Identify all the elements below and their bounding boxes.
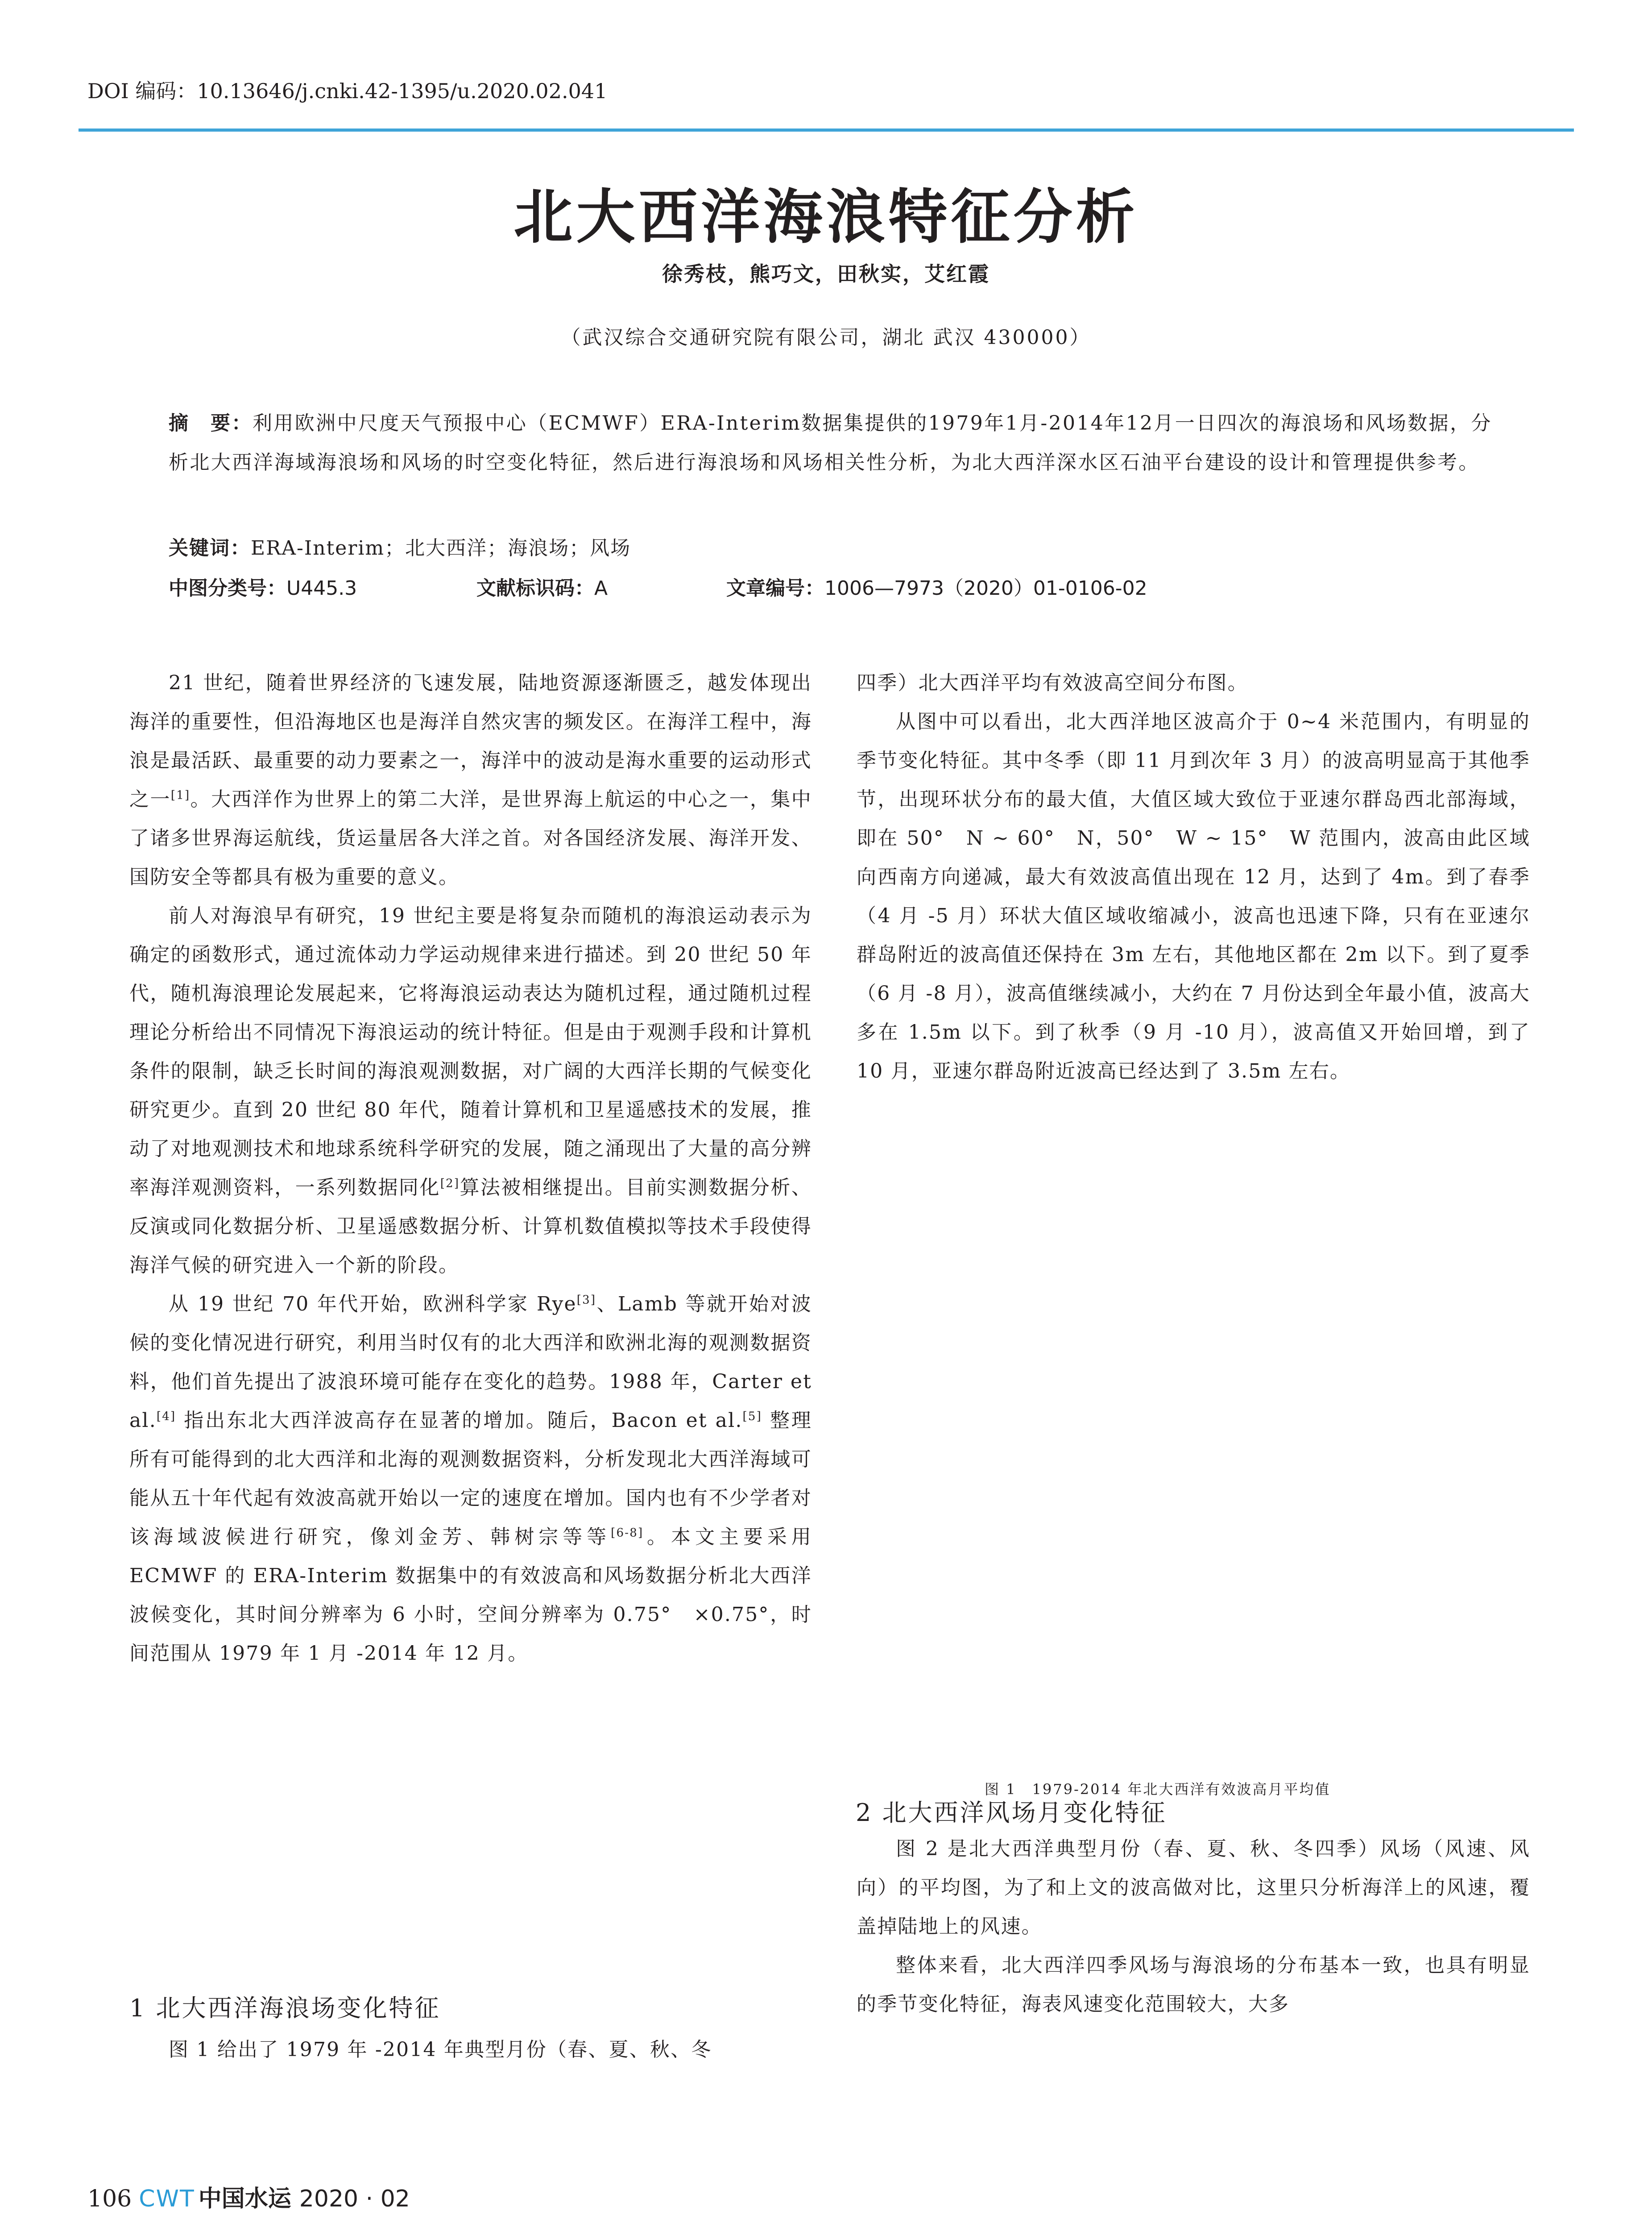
right-paragraph-3: 图 2 是北大西洋典型月份（春、夏、秋、冬四季）风场（风速、风向）的平均图，为了和上文的波高做对比，这里只分析海洋上的风速，覆盖掉陆地上的风速。 (857, 1837, 1530, 1938)
left-paragraph-3 (129, 1285, 812, 1673)
citation-ref[interactable]: [6-8] (611, 1526, 644, 1540)
citation-ref[interactable]: [5] (742, 1410, 762, 1423)
text-run: 21 世纪，随着世界经济的飞速发展，陆地资源逐渐匮乏，越发体现出海洋的重要性，但沿海地区也是海洋自然灾害的频发区。在海洋工程中，海浪是最活跃、最重要的动力要素之一，海洋中的波动是海水重要的运动形式之一 (129, 672, 812, 811)
right-paragraph-1: 四季）北大西洋平均有效波高空间分布图。 (857, 672, 1248, 694)
article-number-label: 文章编号： (726, 577, 824, 600)
classification-line (169, 569, 1147, 608)
figure-1-caption: 图 1 1979-2014 年北大西洋有效波高月平均值 (985, 1781, 1331, 1798)
doc-code-value: A (594, 577, 608, 600)
text-run: 。大西洋作为世界上的第二大洋，是世界海上航运的中心之一，集中了诸多世界海运航线，货运量居各大洋之首。对各国经济发展、海洋开发、国防安全等都具有极为重要的意义。 (129, 788, 812, 888)
keywords (169, 529, 631, 568)
affiliation: （武汉综合交通研究院有限公司，湖北 武汉 430000） (561, 326, 1091, 349)
page-footer (87, 2180, 410, 2213)
figure-1-placeholder (861, 1240, 1530, 1767)
left-paragraph-4: 图 1 给出了 1979 年 -2014 年典型月份（春、夏、秋、冬 (169, 2038, 712, 2061)
header-rule (79, 129, 1574, 132)
author-list: 徐秀枝，熊巧文，田秋实，艾红霞 (662, 262, 990, 286)
abstract (169, 404, 1498, 482)
text-run: 指出东北大西洋波高存在显著的增加。随后，Bacon et al. (176, 1409, 743, 1432)
text-run: 算法被相继提出。目前实测数据分析、反演或同化数据分析、卫星遥感数据分析、计算机数值模拟等技术手段使得海洋气候的研究进入一个新的阶段。 (129, 1176, 812, 1277)
citation-ref[interactable]: [3] (576, 1293, 596, 1307)
left-paragraph-2 (129, 896, 812, 1285)
text-run: 。本文主要采用 ECMWF 的 ERA-Interim 数据集中的有效波高和风场数据分析北大西洋波候变化，其时间分辨率为 6 小时，空间分辨率为 0.75° ×0.75°，时间范围从 1979 年 1 月 -2014 年 12 月。 (129, 1526, 812, 1665)
section-1-heading: 1 北大西洋海浪场变化特征 (129, 1994, 441, 2022)
text-run: 前人对海浪早有研究，19 世纪主要是将复杂而随机的海浪运动表示为确定的函数形式，通过流体动力学运动规律来进行描述。到 20 世纪 50 年代，随机海浪理论发展起来，它将海浪运动表达为随机过程，通过随机过程理论分析给出不同情况下海浪运动的统计特征。但是由于观测手段和计算机条件的限制，缺乏长时间的海浪观测数据，对广阔的大西洋长期的气候变化研究更少。直到 20 世纪 80 年代，随着计算机和卫星遥感技术的发展，推动了对地观测技术和地球系统科学研究的发展，随之涌现出了大量的高分辨率海洋观测资料，一系列数据同化 (129, 904, 812, 1199)
page-number: 106 (87, 2185, 132, 2212)
right-column (857, 663, 1530, 1091)
abstract-label: 摘 要： (169, 412, 253, 435)
magazine-name: 中国水运 (198, 2185, 291, 2212)
article-number-value: 1006—7973（2020）01-0106-02 (824, 577, 1147, 600)
text-run: 整理所有可能得到的北大西洋和北海的观测数据资料，分析发现北大西洋海域可能从五十年代起有效波高就开始以一定的速度在增加。国内也有不少学者对该海域波候进行研究，像刘金芳、韩树宗等等 (129, 1409, 812, 1548)
text-run: 、Lamb 等就开始对波候的变化情况进行研究，利用当时仅有的北大西洋和欧洲北海的观测数据资料，他们首先提出了波浪环境可能存在变化的趋势。1988 年，Carter et al. (129, 1293, 812, 1432)
right-tail (857, 1829, 1530, 2024)
citation-ref[interactable]: [2] (440, 1177, 460, 1190)
left-paragraph-1 (129, 663, 812, 896)
text-run: 从 19 世纪 70 年代开始，欧洲科学家 Rye (169, 1293, 577, 1315)
clc-value: U445.3 (286, 577, 357, 600)
citation-ref[interactable]: [1] (170, 788, 190, 802)
right-paragraph-2: 从图中可以看出，北大西洋地区波高介于 0~4 米范围内，有明显的季节变化特征。其中冬季（即 11 月到次年 3 月）的波高明显高于其他季节，出现环状分布的最大值，大值区域大致位于亚速尔群岛西北部海域，即在 50° N ~ 60° N，50° W ~ 15° W 范围内，波高由此区域向西南方向递减，最大有效波高值出现在 12 月，达到了 4m。到了春季（4 月 -5 月）环状大值区域收缩减小，波高也迅速下降，只有在亚速尔群岛附近的波高值还保持在 3m 左右，其他地区都在 2m 以下。到了夏季（6 月 -8 月），波高值继续减小，大约在 7 月份达到全年最小值，波高大多在 1.5m 以下。到了秋季（9 月 -10 月），波高值又开始回增，到了 10 月，亚速尔群岛附近波高已经达到了 3.5m 左右。 (857, 710, 1530, 1082)
article-title: 北大西洋海浪特征分析 (513, 182, 1139, 252)
right-paragraph-4: 整体来看，北大西洋四季风场与海浪场的分布基本一致，也具有明显的季节变化特征，海表风速变化范围较大，大多 (857, 1954, 1530, 2015)
clc-label: 中图分类号： (169, 577, 286, 600)
doc-code-label: 文献标识码： (476, 577, 594, 600)
issue-number: 2020 · 02 (299, 2185, 410, 2212)
keywords-label: 关键词： (169, 537, 251, 560)
section-2-heading: 2 北大西洋风场月变化特征 (856, 1799, 1167, 1827)
doi-line: DOI 编码：10.13646/j.cnki.42-1395/u.2020.02.041 (87, 79, 608, 103)
keywords-text: ERA-Interim；北大西洋；海浪场；风场 (251, 537, 631, 560)
citation-ref[interactable]: [4] (156, 1410, 176, 1423)
abstract-text: 利用欧洲中尺度天气预报中心（ECMWF）ERA-Interim数据集提供的1979年1月-2014年12月一日四次的海浪场和风场数据，分析北大西洋海域海浪场和风场的时空变化特征，然后进行海浪场和风场相关性分析，为北大西洋深水区石油平台建设的设计和管理提供参考。 (169, 412, 1492, 474)
cwt-logo: CWT (139, 2185, 195, 2212)
left-column (129, 663, 812, 1673)
